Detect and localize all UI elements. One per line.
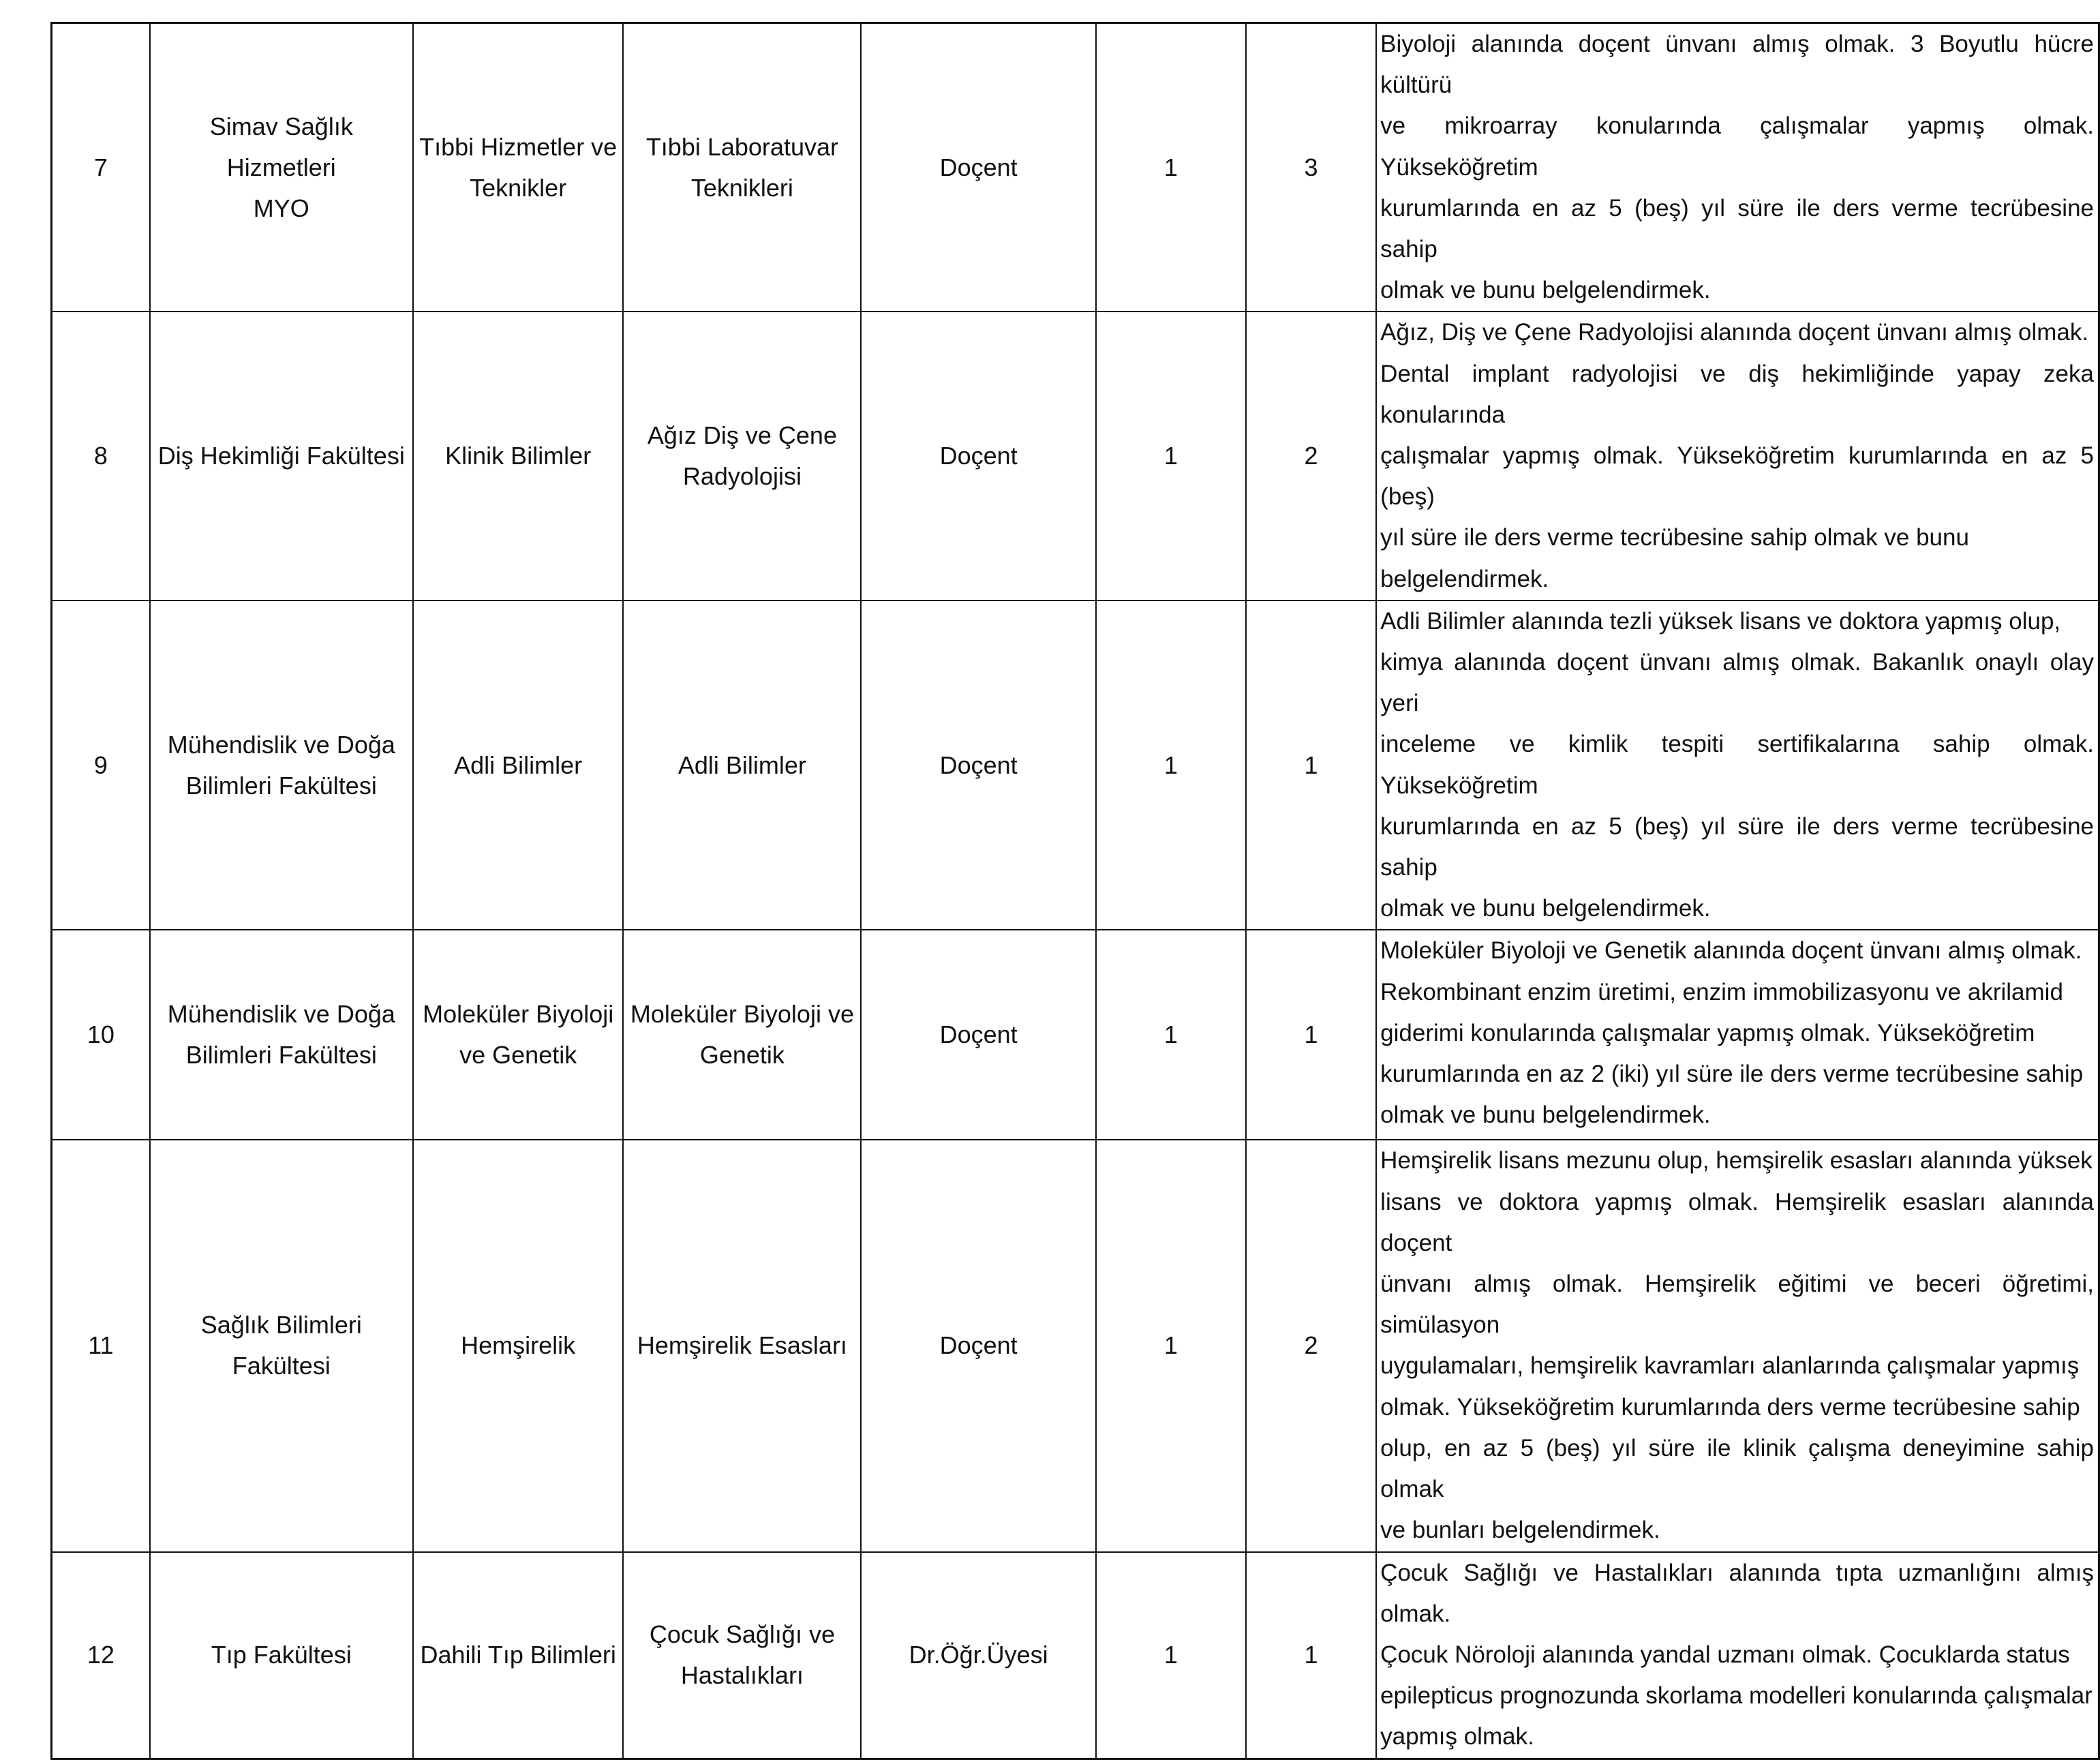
requirements-line: uygulamaları, hemşirelik kavramları alanlarında çalışmalar yapmış [1380,1352,2080,1380]
position-count-cell: 1 [1096,601,1246,930]
requirements-line: ve bunları belgelendirmek. [1380,1517,1660,1544]
table-row [52,312,2099,600]
department-cell: Tıbbi Hizmetler ve Teknikler [413,23,624,312]
faculty-cell: Simav Sağlık Hizmetleri MYO [150,23,413,312]
row-number-cell: 8 [52,312,150,600]
academic-title-cell: Doçent [861,23,1096,312]
requirements-line: kurumlarında en az 5 (beş) yıl süre ile ders verme tecrübesine sahip [1380,194,2094,263]
department-cell: Hemşirelik [413,1140,624,1551]
program-cell: Adli Bilimler [623,601,861,930]
table-row [52,930,2099,1140]
academic-title-cell: Doçent [861,1140,1096,1551]
academic-title-cell: Doçent [861,312,1096,600]
degree-cell: 1 [1246,601,1376,930]
requirements-cell [1376,312,2099,600]
program-cell: Tıbbi Laboratuvar Teknikleri [623,23,861,312]
requirements-line: olmak ve bunu belgelendirmek. [1380,1102,1711,1129]
position-count-cell: 1 [1096,930,1246,1140]
program-cell: Moleküler Biyoloji ve Genetik [623,930,861,1140]
table-row [52,1552,2099,1759]
department-cell: Adli Bilimler [413,601,624,930]
position-count-cell: 1 [1096,23,1246,312]
requirements-line: Rekombinant enzim üretimi, enzim immobilizasyonu ve akrilamid [1380,978,2063,1005]
requirements-cell [1376,23,2099,312]
requirements-line: olmak ve bunu belgelendirmek. [1380,895,1711,922]
table-body [52,23,2099,1759]
position-count-cell: 1 [1096,1552,1246,1759]
requirements-line: epilepticus prognozunda skorlama modelleri konularında çalışmalar [1380,1682,2093,1710]
requirements-line: Moleküler Biyoloji ve Genetik alanında doçent ünvanı almış olmak. [1380,937,2082,965]
degree-cell: 2 [1246,312,1376,600]
requirements-line: Çocuk Sağlığı ve Hastalıkları alanında tıpta uzmanlığını almış olmak. [1380,1559,2094,1627]
requirements-line: ünvanı almış olmak. Hemşirelik eğitimi ve beceri öğretimi, simülasyon [1380,1271,2094,1339]
positions-table [50,22,2100,1760]
requirements-line: Adli Bilimler alanında tezli yüksek lisans ve doktora yapmış olup, [1380,607,2061,635]
row-number-cell: 12 [52,1552,150,1759]
degree-cell: 2 [1246,1140,1376,1551]
academic-title-cell: Doçent [861,930,1096,1140]
requirements-line: lisans ve doktora yapmış olmak. Hemşirelik esasları alanında doçent [1380,1188,2094,1256]
degree-cell: 1 [1246,1552,1376,1759]
requirements-line: kurumlarında en az 2 (iki) yıl süre ile ders verme tecrübesine sahip [1380,1061,2084,1088]
department-cell: Dahili Tıp Bilimleri [413,1552,624,1759]
faculty-cell: Diş Hekimliği Fakültesi [150,312,413,600]
requirements-line: inceleme ve kimlik tespiti sertifikalarına sahip olmak. Yükseköğretim [1380,731,2094,799]
row-number-cell: 11 [52,1140,150,1551]
requirements-line: yapmış olmak. [1380,1723,1534,1750]
requirements-line: yıl süre ile ders verme tecrübesine sahip olmak ve bunu [1380,524,1969,551]
requirements-cell [1376,601,2099,930]
position-count-cell: 1 [1096,1140,1246,1551]
requirements-line: Dental implant radyolojisi ve diş hekimliğinde yapay zeka konularında [1380,360,2094,428]
requirements-line: Çocuk Nöroloji alanında yandal uzmanı olmak. Çocuklarda status [1380,1641,2070,1668]
row-number-cell: 7 [52,23,150,312]
program-cell: Hemşirelik Esasları [623,1140,861,1551]
requirements-line: giderimi konularında çalışmalar yapmış olmak. Yükseköğretim [1380,1019,2035,1046]
requirements-line: belgelendirmek. [1380,565,1549,592]
row-number-cell: 9 [52,601,150,930]
requirements-line: kurumlarında en az 5 (beş) yıl süre ile ders verme tecrübesine sahip [1380,813,2094,881]
program-cell: Çocuk Sağlığı ve Hastalıkları [623,1552,861,1759]
row-number-cell: 10 [52,930,150,1140]
faculty-cell: Mühendislik ve Doğa Bilimleri Fakültesi [150,930,413,1140]
department-cell: Moleküler Biyoloji ve Genetik [413,930,624,1140]
position-count-cell: 1 [1096,312,1246,600]
table-row [52,601,2099,930]
requirements-line: Biyoloji alanında doçent ünvanı almış olmak. 3 Boyutlu hücre kültürü [1380,31,2094,99]
requirements-line: olmak. Yükseköğretim kurumlarında ders verme tecrübesine sahip [1380,1393,2080,1421]
requirements-line: kimya alanında doçent ünvanı almış olmak. Bakanlık onaylı olay yeri [1380,649,2094,717]
requirements-line: olmak ve bunu belgelendirmek. [1380,277,1711,304]
requirements-line: olup, en az 5 (beş) yıl süre ile klinik çalışma deneyimine sahip olmak [1380,1434,2094,1503]
faculty-cell: Tıp Fakültesi [150,1552,413,1759]
department-cell: Klinik Bilimler [413,312,624,600]
degree-cell: 1 [1246,930,1376,1140]
requirements-line: Hemşirelik lisans mezunu olup, hemşirelik esasları alanında yüksek [1380,1147,2093,1174]
requirements-cell [1376,930,2099,1140]
requirements-cell [1376,1140,2099,1551]
requirements-line: Ağız, Diş ve Çene Radyolojisi alanında doçent ünvanı almış olmak. [1380,319,2089,346]
faculty-cell: Mühendislik ve Doğa Bilimleri Fakültesi [150,601,413,930]
degree-cell: 3 [1246,23,1376,312]
requirements-line: çalışmalar yapmış olmak. Yükseköğretim kurumlarında en az 5 (beş) [1380,442,2094,511]
faculty-cell: Sağlık Bilimleri Fakültesi [150,1140,413,1551]
academic-title-cell: Doçent [861,601,1096,930]
requirements-line: ve mikroarray konularında çalışmalar yapmış olmak. Yükseköğretim [1380,112,2094,181]
program-cell: Ağız Diş ve Çene Radyolojisi [623,312,861,600]
academic-title-cell: Dr.Öğr.Üyesi [861,1552,1096,1759]
requirements-cell [1376,1552,2099,1759]
table-row [52,1140,2099,1551]
table-row [52,23,2099,312]
